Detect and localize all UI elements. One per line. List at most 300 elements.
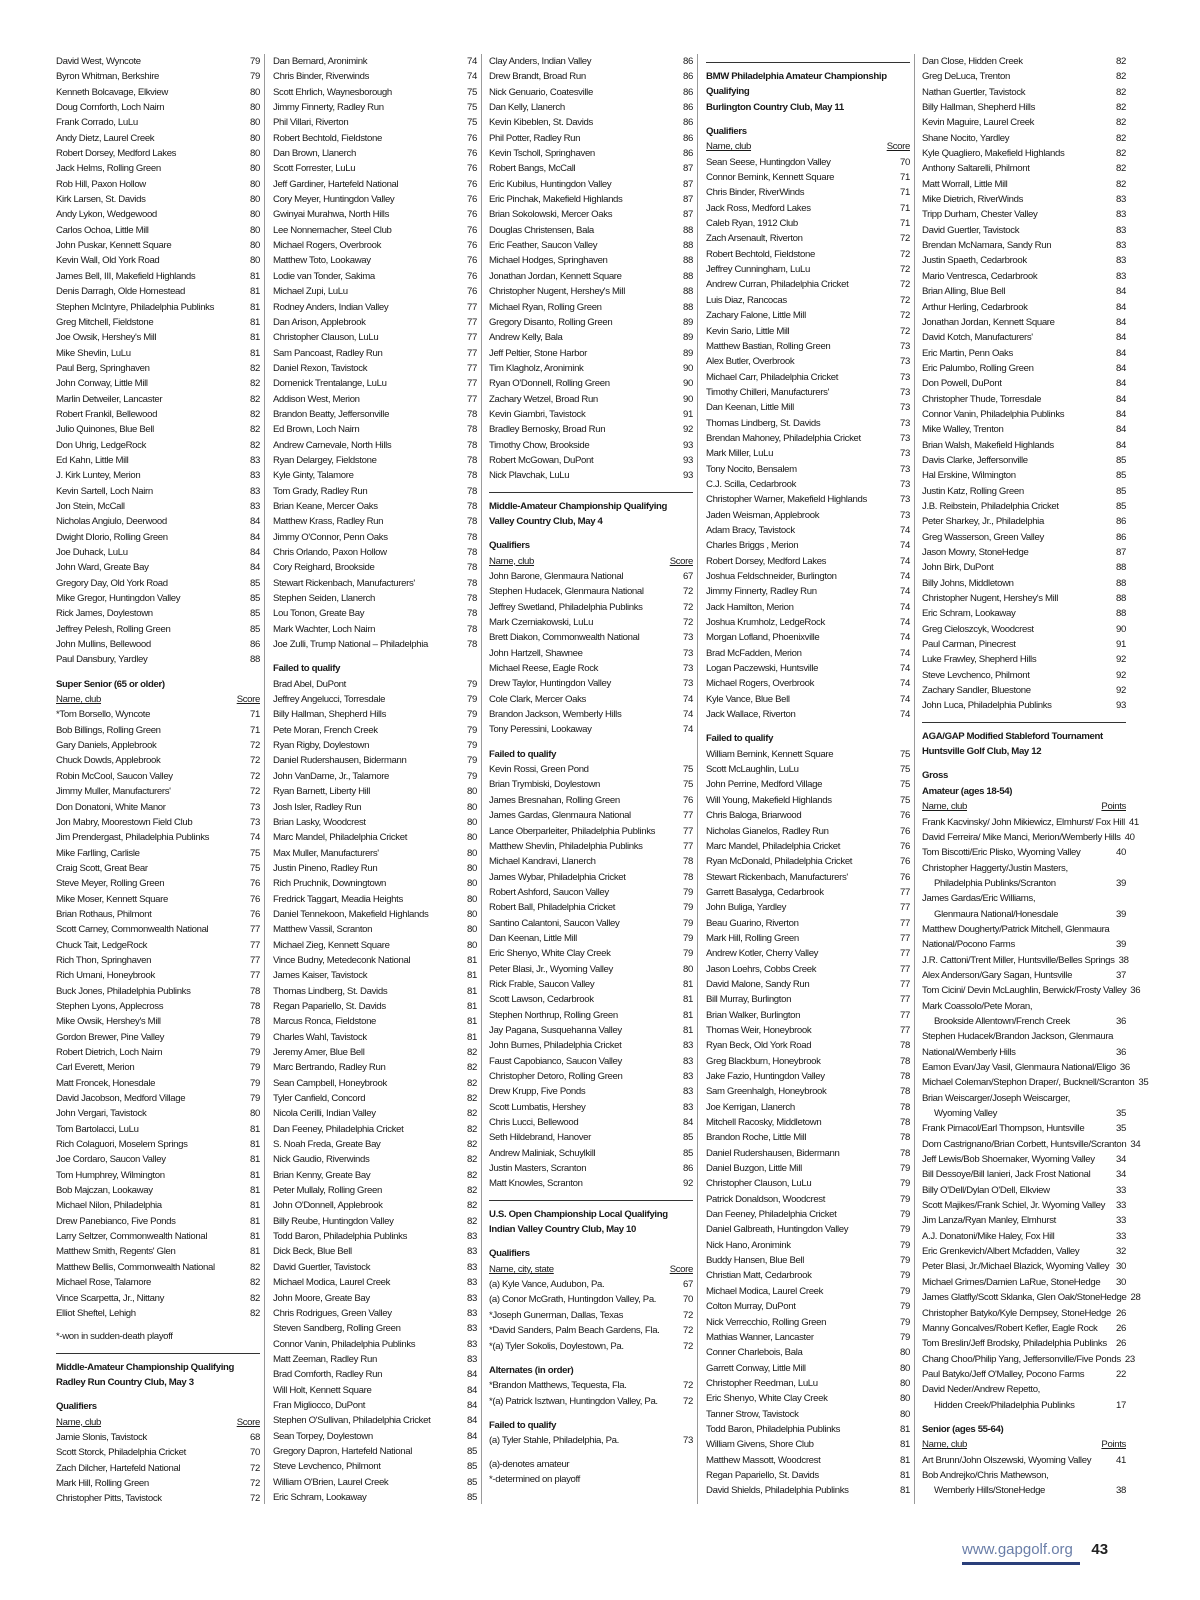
result-row [706, 1376, 910, 1391]
score-value: 73 [683, 678, 693, 690]
player-name: Scott Ehrlich, Waynesborough [273, 86, 392, 98]
player-name: Cory Reighard, Brookside [273, 562, 375, 574]
score-value: 80 [900, 1347, 910, 1359]
player-name: Frank Corrado, LuLu [56, 117, 138, 129]
result-row [922, 937, 1126, 952]
player-name: Scott Lawson, Cedarbrook [489, 994, 594, 1006]
result-row [922, 652, 1126, 667]
score-value: 82 [467, 1062, 477, 1074]
score-value: 88 [683, 255, 693, 267]
column-divider [697, 54, 698, 1504]
player-name: Zachary Falone, Little Mill [706, 310, 806, 322]
result-row [273, 1444, 477, 1459]
score-value: 78 [467, 516, 477, 528]
score-value: 77 [900, 886, 910, 898]
result-row [273, 530, 477, 545]
result-row [273, 1459, 477, 1474]
score-value: 78 [467, 408, 477, 420]
score-value: 80 [250, 209, 260, 221]
player-name: Will Holt, Kennett Square [273, 1384, 372, 1396]
result-row [706, 1483, 910, 1498]
score-value: 78 [900, 1071, 910, 1082]
score-value: 77 [900, 902, 910, 914]
result-row [706, 155, 910, 170]
player-name: Charles Briggs , Merion [706, 540, 799, 552]
result-row [922, 69, 1126, 84]
player-name: Shane Nocito, Yardley [922, 132, 1010, 144]
result-row [922, 1336, 1126, 1351]
player-name: Bill Murray, Burlington [706, 994, 792, 1006]
score-value: 91 [683, 408, 693, 420]
result-row [706, 1391, 910, 1406]
score-value: 80 [683, 963, 693, 975]
score-value: 72 [250, 770, 260, 782]
result-row [489, 131, 693, 146]
result-row [273, 1490, 477, 1505]
score-value: 77 [250, 939, 260, 951]
result-row [922, 698, 1126, 713]
player-name: Craig Scott, Great Bear [56, 862, 148, 874]
result-row [273, 161, 477, 176]
result-row [273, 269, 477, 284]
score-value: 72 [900, 294, 910, 306]
player-name: James Wybar, Philadelphia Cricket [489, 871, 626, 883]
score-value: 75 [900, 748, 910, 760]
player-name: Rich Pruchnik, Downingtown [273, 878, 387, 890]
score-value: 82 [250, 408, 260, 420]
score-value: 72 [683, 1340, 693, 1352]
result-row [922, 330, 1126, 345]
score-value: 76 [467, 270, 477, 282]
score-value: 85 [1116, 500, 1126, 512]
score-value: 75 [250, 862, 260, 874]
footer-underline [962, 1562, 1080, 1565]
player-name: Jeffrey Cunningham, LuLu [706, 264, 810, 276]
player-name: Domenick Trentalange, LuLu [273, 378, 387, 390]
result-row [922, 284, 1126, 299]
player-name: Douglas Christensen, Bala [489, 224, 594, 236]
score-value: 76 [250, 908, 260, 920]
result-row [56, 738, 260, 753]
player-name: Stephen Lyons, Applecross [56, 1000, 164, 1012]
player-name: Eric Pinchak, Makefield Highlands [489, 194, 623, 206]
score-value: 82 [467, 1108, 477, 1120]
player-name: Sean Torpey, Doylestown [273, 1430, 373, 1442]
score-value: 78 [900, 1147, 910, 1159]
score-value: 78 [467, 547, 477, 558]
result-row [273, 100, 477, 115]
result-row [273, 1306, 477, 1321]
player-name: Sean Seese, Huntingdon Valley [706, 156, 831, 168]
player-name: Dan Bernard, Aronimink [273, 56, 368, 67]
score-value: 80 [250, 194, 260, 206]
score-value: 88 [683, 286, 693, 298]
player-name: Jack Helms, Rolling Green [56, 163, 161, 175]
score-value: 38 [1118, 954, 1129, 966]
score-value: 84 [250, 547, 260, 558]
score-value: 77 [250, 954, 260, 966]
player-name: Thomas Lindberg, St. Davids [706, 417, 821, 429]
result-row [489, 346, 693, 361]
player-name: Jonathan Jordan, Kennett Square [922, 316, 1055, 328]
player-name: John Ward, Greate Bay [56, 562, 149, 574]
player-name: Zach Dilcher, Hartefeld National [56, 1462, 181, 1474]
player-name: Michael Grimes/Damien LaRue, StoneHedge [922, 1276, 1101, 1288]
footnote: (a)-denotes amateur [489, 1458, 570, 1470]
result-row [56, 861, 260, 876]
section-heading: Middle-Amateur Championship Qualifying [489, 500, 668, 512]
score-value: 72 [683, 1309, 693, 1321]
player-name: Robert McGowan, DuPont [489, 454, 594, 466]
score-value: 72 [250, 1462, 260, 1474]
result-row [922, 1382, 1126, 1397]
result-row [56, 576, 260, 591]
player-name: Jimmy Finnerty, Radley Run [706, 586, 817, 598]
result-row [489, 793, 693, 808]
result-row [489, 1069, 693, 1084]
score-value [1122, 922, 1126, 937]
player-name: Matthew Dougherty/Patrick Mitchell, Glenmaura [922, 923, 1110, 935]
footnote: *-won in sudden-death playoff [56, 1331, 173, 1343]
result-row [489, 1433, 693, 1448]
player-name: Connor Vanin, Philadelphia Publinks [922, 408, 1065, 420]
player-name: (a) Tyler Stahle, Philadelphia, Pa. [489, 1435, 619, 1447]
result-row [273, 131, 477, 146]
player-name: Eamon Evan/Jay Vasil, Glenmaura National/Eligo [922, 1062, 1116, 1073]
player-name: Scott Majikes/Frank Schiel, Jr. Wyoming Valley [922, 1200, 1106, 1212]
result-row [489, 707, 693, 722]
result-row [56, 1152, 260, 1167]
player-name: Kevin Kibeblen, St. Davids [489, 117, 593, 129]
result-row [489, 253, 693, 268]
result-row [922, 223, 1126, 238]
result-row [56, 1030, 260, 1045]
player-name: Timothy Chilleri, Manufacturers' [706, 386, 830, 398]
result-row [922, 845, 1126, 860]
player-name: John Barone, Glenmaura National [489, 571, 624, 582]
player-name: Robert Frankil, Bellewood [56, 408, 158, 420]
player-name: Justin Pineno, Radley Run [273, 862, 378, 874]
player-name: Greg Blackburn, Honeybrook [706, 1055, 821, 1067]
score-value: 28 [1130, 1292, 1141, 1304]
website-link[interactable]: www.gapgolf.org [962, 1541, 1073, 1558]
player-name: Nick Genuario, Coatesville [489, 86, 593, 98]
result-row [273, 830, 477, 845]
player-name: Josh Isler, Radley Run [273, 801, 362, 813]
score-value: 71 [900, 202, 910, 214]
result-row [922, 438, 1126, 453]
score-value: 81 [467, 1031, 477, 1043]
result-row [706, 185, 910, 200]
section-subheading: Alternates (in order) [489, 1364, 574, 1376]
player-name: Eric Feather, Saucon Valley [489, 240, 598, 252]
result-row [56, 999, 260, 1014]
column-header-name: Name, club [489, 555, 535, 567]
score-value: 83 [1116, 240, 1126, 252]
score-value: 74 [900, 555, 910, 567]
player-name: Jon Stein, McCall [56, 500, 125, 512]
score-value: 88 [1116, 577, 1126, 589]
result-row [489, 177, 693, 192]
player-name: Tom Grady, Radley Run [273, 485, 368, 497]
score-value: 84 [467, 1430, 477, 1442]
player-name: Glenmaura National/Honesdale [934, 908, 1059, 920]
result-row [273, 1475, 477, 1490]
result-row [922, 1075, 1149, 1090]
player-name: Kirk Larsen, St. Davids [56, 194, 146, 206]
score-value: 80 [250, 148, 260, 160]
result-row [56, 1461, 260, 1476]
score-value: 72 [250, 1493, 260, 1505]
player-name: Nick Hano, Aronimink [706, 1239, 791, 1251]
player-name: Eric Schram, Lookaway [922, 608, 1016, 620]
result-row [489, 69, 693, 84]
result-row [273, 692, 477, 707]
score-value: 81 [250, 316, 260, 328]
player-name: National/Wemberly Hills [922, 1046, 1016, 1058]
score-value: 72 [900, 279, 910, 291]
player-name: John Vergari, Tavistock [56, 1108, 147, 1120]
score-value: 70 [250, 1447, 260, 1459]
player-name: Paul Carman, Pinecrest [922, 639, 1016, 651]
result-row [489, 722, 693, 737]
player-name: Todd Baron, Philadelphia Publinks [706, 1423, 841, 1435]
player-name: John Moore, Greate Bay [273, 1292, 370, 1304]
result-row [56, 330, 260, 345]
player-name: Chris Binder, RiverWinds [706, 187, 805, 199]
player-name: Chris Orlando, Paxon Hollow [273, 547, 387, 558]
result-row [922, 1045, 1126, 1060]
player-name: Christopher Clauson, LuLu [273, 332, 379, 344]
section-heading: U.S. Open Championship Local Qualifying [489, 1208, 668, 1220]
player-name: John Perrine, Medford Village [706, 779, 823, 791]
score-value: 82 [467, 1200, 477, 1212]
player-name: Brandon Jackson, Wemberly Hills [489, 709, 622, 721]
score-value: 76 [467, 255, 477, 267]
score-value: 72 [900, 310, 910, 322]
result-row [56, 530, 260, 545]
player-name: Brian Walker, Burlington [706, 1009, 801, 1021]
player-name: Jack Ross, Medford Lakes [706, 202, 811, 214]
result-row [706, 946, 910, 961]
score-value: 74 [900, 663, 910, 675]
result-row [706, 1468, 910, 1483]
score-value: 79 [683, 902, 693, 914]
result-row [489, 422, 693, 437]
score-value: 84 [1116, 332, 1126, 344]
player-name: Gregory Dapron, Hartefeld National [273, 1445, 413, 1457]
player-name: Jamie Slonis, Tavistock [56, 1431, 147, 1443]
player-name: David Guertler, Tavistock [922, 224, 1020, 236]
score-value: 83 [250, 485, 260, 497]
score-value: 79 [250, 1062, 260, 1074]
player-name: Ryan McDonald, Philadelphia Cricket [706, 856, 853, 868]
result-row [489, 646, 693, 661]
player-name: Brandon Roche, Little Mill [706, 1132, 807, 1144]
result-row [56, 560, 260, 575]
player-name: Michael Reese, Eagle Rock [489, 663, 599, 675]
result-row [922, 1091, 1126, 1106]
player-name: Lodie van Tonder, Sakima [273, 270, 375, 282]
player-name: David Neder/Andrew Repetto, [922, 1384, 1041, 1396]
score-value: 80 [900, 1408, 910, 1420]
result-row [56, 1122, 260, 1137]
result-row [706, 538, 910, 553]
result-row [273, 238, 477, 253]
player-name: Matthew Massott, Woodcrest [706, 1454, 821, 1466]
result-row [56, 407, 260, 422]
score-value: 81 [250, 286, 260, 298]
result-row [56, 892, 260, 907]
player-name: Jake Fazio, Huntingdon Valley [706, 1071, 825, 1082]
player-name: Gregory Disanto, Rolling Green [489, 316, 613, 328]
score-value: 81 [250, 1246, 260, 1258]
column-header-score: Score [669, 555, 693, 567]
score-value: 85 [467, 1476, 477, 1488]
player-name: Elliot Sheftel, Lehigh [56, 1307, 136, 1319]
result-row [922, 392, 1126, 407]
section-subheading: Qualifiers [706, 126, 747, 138]
result-row [922, 560, 1126, 575]
result-row [273, 422, 477, 437]
score-value: 78 [467, 593, 477, 605]
player-name: Adam Bracy, Tavistock [706, 524, 795, 536]
player-name: Jonathan Jordan, Kennett Square [489, 270, 622, 282]
result-row [489, 161, 693, 176]
result-row [273, 1352, 477, 1367]
score-value: 80 [467, 786, 477, 798]
result-row [706, 1054, 910, 1069]
result-row [489, 692, 693, 707]
player-name: Tony Peressini, Lookaway [489, 724, 592, 736]
score-value: 82 [250, 393, 260, 405]
score-value: 86 [250, 639, 260, 651]
score-value: 77 [900, 994, 910, 1006]
result-row [489, 1130, 693, 1145]
score-value: 78 [467, 454, 477, 466]
player-name: Gordon Brewer, Pine Valley [56, 1031, 165, 1043]
result-row [489, 1023, 693, 1038]
result-row [922, 530, 1126, 545]
section-subheading: Failed to qualify [489, 1419, 557, 1431]
result-row [56, 100, 260, 115]
player-name: Michael Modica, Laurel Creek [273, 1277, 391, 1289]
score-value: 72 [900, 264, 910, 276]
column-header-row [706, 139, 910, 154]
result-row [56, 1306, 260, 1321]
result-row [489, 438, 693, 453]
score-value: 80 [467, 924, 477, 936]
score-value: 93 [683, 439, 693, 451]
player-name: Frank Pirnacol/Earl Thompson, Huntsville [922, 1123, 1085, 1135]
score-value: 78 [900, 1040, 910, 1052]
score-value: 79 [900, 1301, 910, 1313]
result-row [922, 192, 1126, 207]
score-value: 91 [1116, 639, 1126, 651]
score-value: 80 [467, 847, 477, 859]
result-row [56, 652, 260, 667]
score-value: 74 [467, 71, 477, 83]
score-value: 76 [467, 163, 477, 175]
score-value: 83 [683, 1071, 693, 1082]
result-row [489, 361, 693, 376]
score-value: 76 [467, 148, 477, 160]
player-name: Jeffrey Swetland, Philadelphia Publinks [489, 601, 643, 613]
result-row [922, 453, 1126, 468]
result-row [56, 85, 260, 100]
score-value: 81 [900, 1485, 910, 1497]
result-row [273, 576, 477, 591]
player-name: Marc Bertrando, Radley Run [273, 1062, 386, 1074]
result-row [273, 1152, 477, 1167]
player-name: S. Noah Freda, Greate Bay [273, 1139, 381, 1151]
score-value: 87 [1116, 547, 1126, 558]
column-header-score: Score [886, 141, 910, 153]
section-heading: Qualifying [706, 86, 750, 98]
score-value: 72 [900, 248, 910, 260]
result-row [56, 1137, 260, 1152]
score-value [1122, 861, 1126, 876]
result-row [489, 584, 693, 599]
score-value: 73 [900, 356, 910, 368]
player-name: Sam Greenhalgh, Honeybrook [706, 1086, 827, 1098]
result-row [273, 361, 477, 376]
result-row [273, 606, 477, 621]
score-value: 77 [250, 924, 260, 936]
score-value: 86 [683, 86, 693, 98]
player-name: Patrick Donaldson, Woodcrest [706, 1193, 826, 1205]
result-row [489, 900, 693, 915]
score-value: 78 [250, 985, 260, 997]
score-value: 88 [683, 224, 693, 236]
result-row [273, 1076, 477, 1091]
score-value: 88 [1116, 608, 1126, 620]
score-value: 81 [467, 985, 477, 997]
score-value: 72 [683, 1380, 693, 1392]
player-name: Matt Zeeman, Radley Run [273, 1353, 377, 1365]
result-row [56, 953, 260, 968]
result-row [56, 846, 260, 861]
player-name: Michael Nilon, Philadelphia [56, 1200, 162, 1212]
score-value: 81 [683, 1024, 693, 1036]
score-value: 86 [683, 1163, 693, 1175]
result-row [489, 100, 693, 115]
score-value: 74 [900, 617, 910, 629]
result-row [922, 1060, 1130, 1075]
player-name: Billy Johns, Middletown [922, 577, 1014, 589]
score-value: 74 [683, 693, 693, 705]
score-value: 77 [900, 917, 910, 929]
score-value: 80 [250, 117, 260, 129]
score-value: 79 [900, 1239, 910, 1251]
score-value: 80 [250, 224, 260, 236]
result-row [706, 1176, 910, 1191]
player-name: Joshua Feldschneider, Burlington [706, 571, 837, 582]
player-name: Nicholas Gianelos, Radley Run [706, 825, 829, 837]
result-row [56, 1275, 260, 1290]
score-value: 82 [1116, 86, 1126, 98]
score-value: 79 [250, 56, 260, 67]
score-value: 77 [900, 1024, 910, 1036]
result-row [489, 676, 693, 691]
section-divider [706, 62, 910, 63]
player-name: William O'Brien, Laurel Creek [273, 1476, 389, 1488]
column-header-score: Points [1101, 801, 1126, 813]
player-name: James Kaiser, Tavistock [273, 970, 368, 982]
result-row [56, 499, 260, 514]
player-name: Jaden Weisman, Applebrook [706, 509, 820, 521]
score-value: 78 [900, 1086, 910, 1098]
